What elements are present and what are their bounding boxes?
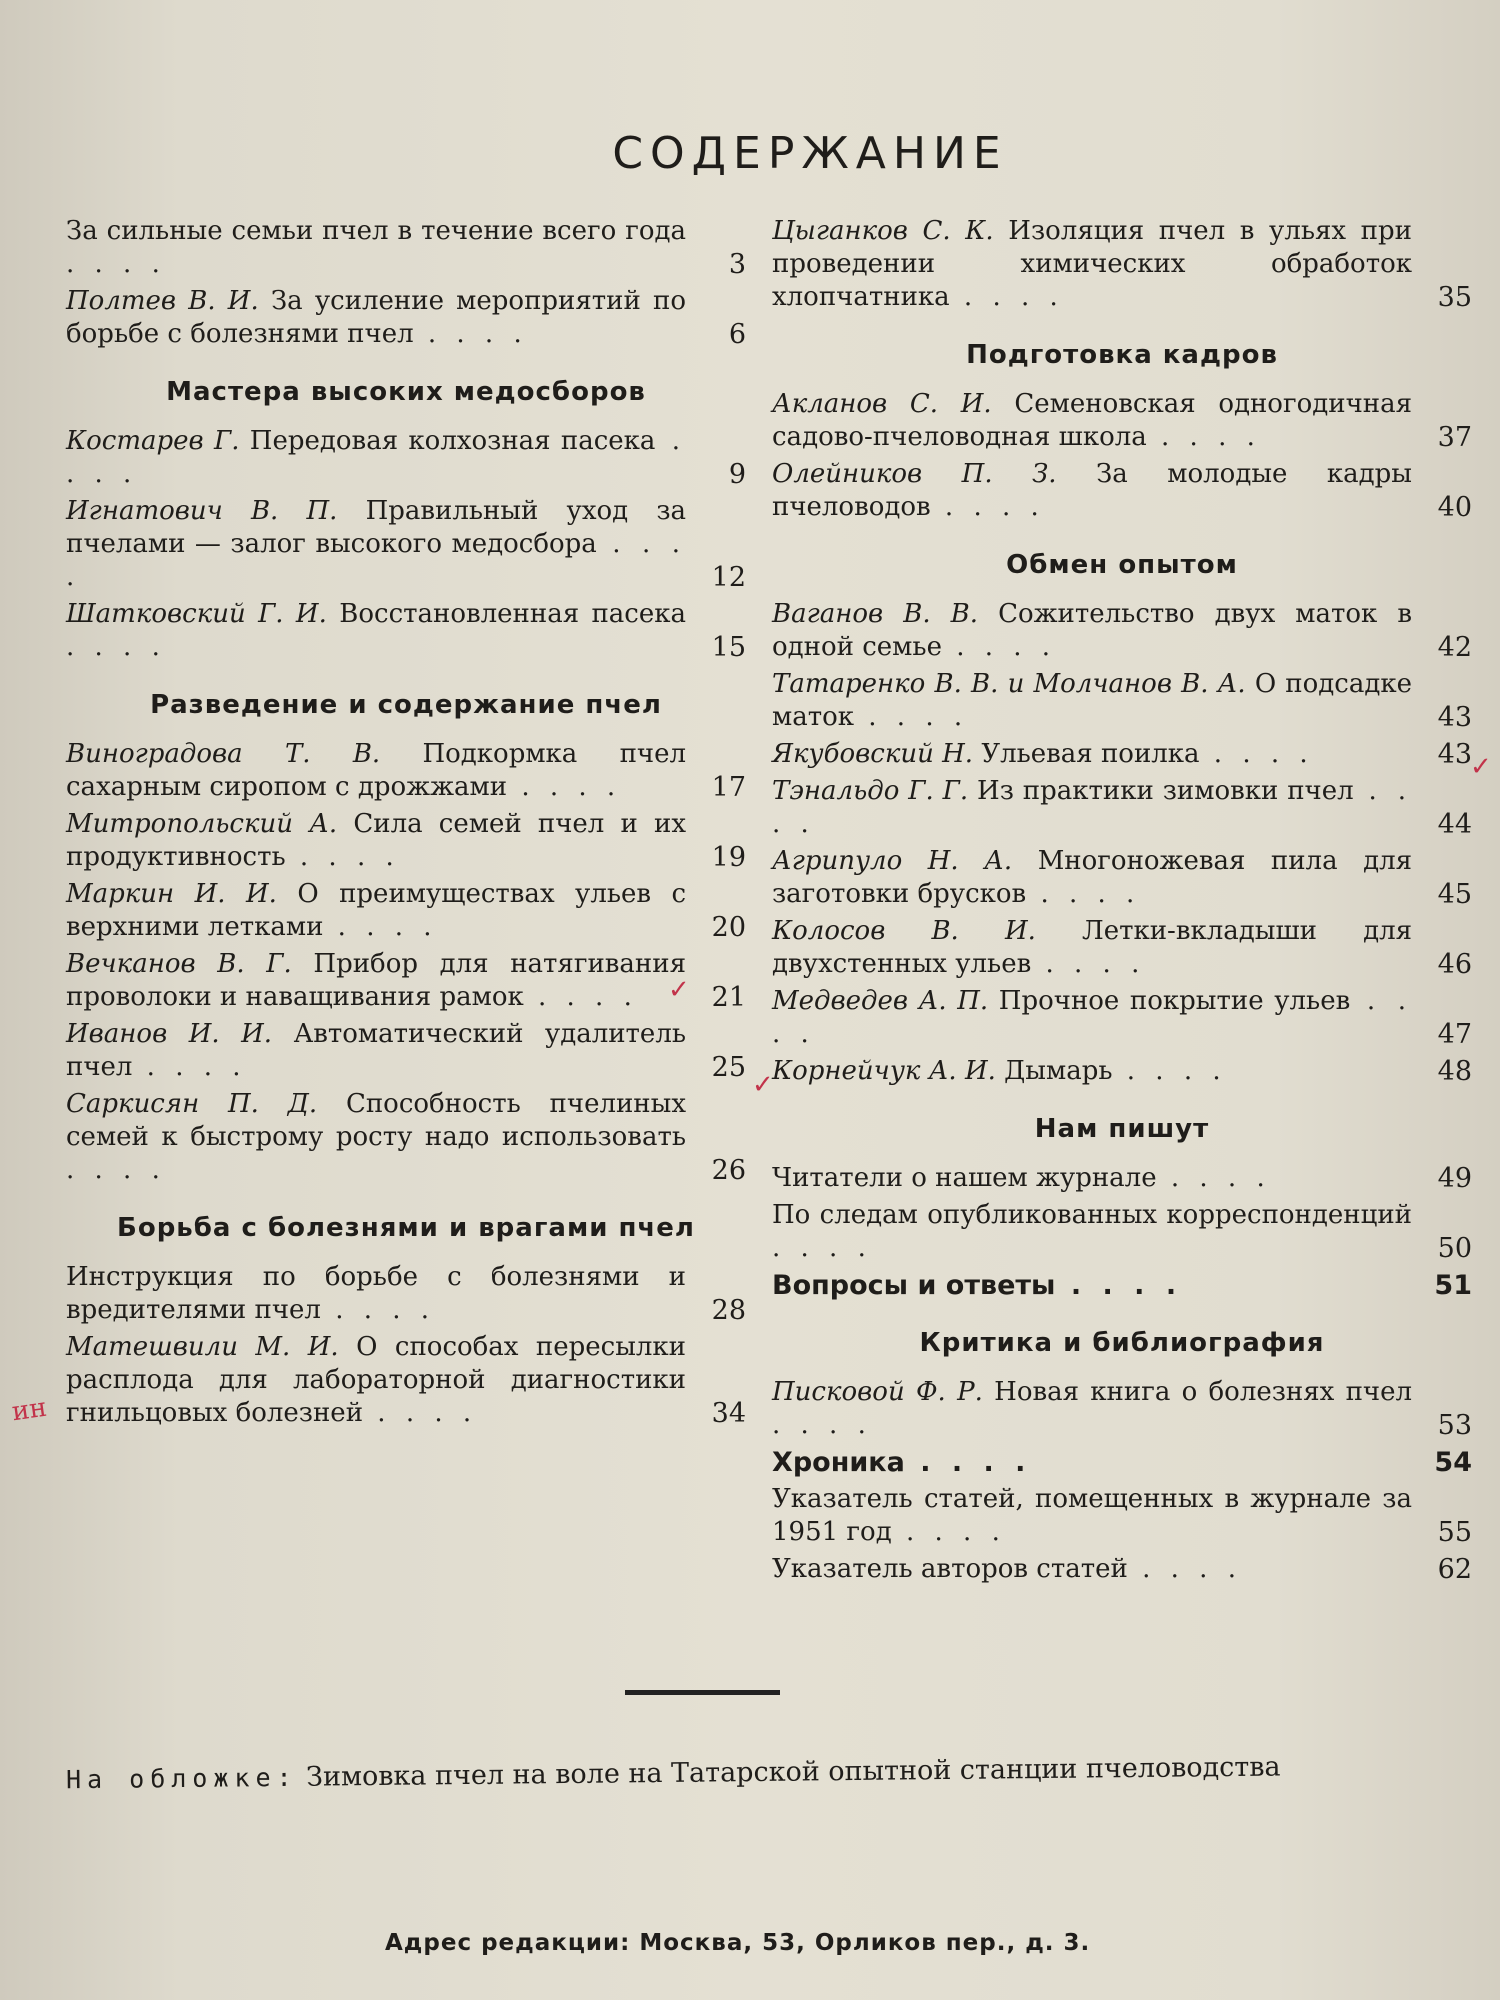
entry-author: Маркин И. И. — [66, 879, 277, 909]
leader-dots: . . . . — [507, 772, 622, 802]
leader-dots: . . . . — [941, 632, 1057, 662]
leader-dots: . . . . — [66, 249, 166, 279]
entry-title: Прочное покрытие ульев — [998, 986, 1351, 1016]
leader-dots: . . . . — [132, 1052, 247, 1082]
entry-author: Якубовский Н. — [772, 739, 974, 769]
toc-entry — [772, 1376, 1472, 1442]
entry-author: Колосов В. И. — [772, 916, 1036, 946]
entry-title: Прибор для натягивания проволоки и наващивания рамок — [66, 949, 686, 1012]
leader-dots: . . . . — [413, 319, 528, 349]
toc-entry — [772, 1162, 1472, 1195]
section-heading: Обмен опытом — [1006, 550, 1238, 580]
entry-author: Татаренко В. В. и Молчанов В. А. — [772, 669, 1246, 699]
entry-author: Игнатович В. П. — [66, 496, 338, 526]
leader-dots: . . . . — [772, 776, 1412, 839]
section-heading: Критика и библиография — [919, 1328, 1325, 1358]
toc-entry — [772, 1553, 1472, 1586]
entry-page-number: 46 — [1437, 949, 1472, 980]
leader-dots: . . . . — [1156, 1163, 1271, 1193]
entry-page-number: 25 — [711, 1052, 746, 1083]
toc-entry — [772, 598, 1472, 664]
toc-entry — [772, 1055, 1472, 1088]
left-column — [66, 215, 746, 1434]
leader-dots: . . . . — [523, 982, 638, 1012]
entry-title: Инструкция по борьбе с болезнями и вредителями пчел — [66, 1262, 686, 1325]
entry-page-number: 26 — [711, 1155, 746, 1186]
leader-dots: . . . . — [1031, 949, 1146, 979]
toc-entry — [66, 808, 746, 874]
entry-title: Подкормка пчел сахарным сиропом с дрожжами — [66, 739, 686, 802]
leader-dots: . . . . — [66, 1155, 166, 1185]
entry-title: Способность пчелиных семей к быстрому росту надо использовать — [66, 1089, 686, 1152]
entry-page-number: 53 — [1437, 1410, 1472, 1441]
entry-title: Читатели о нашем журнале — [772, 1163, 1157, 1193]
toc-entry — [66, 285, 746, 351]
entry-author: Саркисян П. Д. — [66, 1089, 318, 1119]
toc-entry — [66, 1261, 746, 1327]
leader-dots: . . . . — [363, 1398, 478, 1428]
leader-dots: . . . . — [1112, 1056, 1227, 1086]
entry-page-number: 17 — [711, 772, 746, 803]
toc-entry — [66, 425, 746, 491]
entry-title: Сожительство двух маток в одной семье — [772, 599, 1412, 662]
leader-dots: . . . . — [285, 842, 400, 872]
entry-title: За усиление мероприятий по борьбе с болезнями пчел — [66, 286, 686, 349]
entry-page-number: 55 — [1437, 1517, 1472, 1548]
entry-page-number: 28 — [711, 1295, 746, 1326]
leader-dots: . . . . — [904, 1447, 1032, 1478]
entry-title: Из практики зимовки пчел — [977, 776, 1354, 806]
entry-page-number: 54 — [1434, 1447, 1472, 1478]
entry-title: Восстановленная пасека — [339, 599, 686, 629]
entry-author: Вечканов В. Г. — [66, 949, 292, 979]
entry-author: Митропольский А. — [66, 809, 338, 839]
leader-dots: . . . . — [1127, 1554, 1242, 1584]
entry-author: Матешвили М. И. — [66, 1332, 339, 1362]
section-heading: Мастера высоких медосборов — [166, 377, 646, 407]
cover-caption — [66, 1750, 1446, 1795]
leader-dots: . . . . — [1026, 879, 1141, 909]
entry-author: Шатковский Г. И. — [66, 599, 327, 629]
entry-title: Указатель статей, помещенных в журнале за 1951 год — [772, 1484, 1412, 1547]
entry-page-number: 42 — [1437, 632, 1472, 663]
toc-entry — [66, 738, 746, 804]
leader-dots: . . . . — [1055, 1270, 1183, 1301]
entry-title: Изоляция пчел в ульях при проведении химических обработок хлопчатника — [772, 216, 1412, 312]
toc-entry — [66, 495, 746, 594]
right-column — [772, 215, 1472, 1590]
entry-author: Ваганов В. В. — [772, 599, 979, 629]
entry-title: По следам опубликованных корреспонденций — [772, 1200, 1412, 1230]
entry-title: За молодые кадры пчеловодов — [772, 459, 1412, 522]
toc-entry — [66, 598, 746, 664]
leader-dots: . . . . — [320, 1295, 436, 1325]
leader-dots: . . . . — [66, 426, 687, 489]
editorial-address: Адрес редакции: Москва, 53, Орликов пер., д. 3. — [385, 1930, 1091, 1956]
section-heading: Нам пишут — [1034, 1114, 1210, 1144]
entry-author: Цыганков С. К. — [772, 216, 994, 246]
toc-entry — [772, 388, 1472, 454]
page-title: СОДЕРЖАНИЕ — [612, 128, 1008, 179]
toc-entry — [66, 1088, 746, 1187]
entry-title: Сила семей пчел и их продуктивность — [66, 809, 686, 872]
entry-title: Хроника — [772, 1447, 905, 1478]
section-heading: Подготовка кадров — [966, 340, 1278, 370]
entry-page-number: 9 — [728, 459, 746, 490]
entry-title: Летки-вкладыши для двухстенных ульев — [772, 916, 1413, 979]
toc-entry — [66, 878, 746, 944]
leader-dots: . . . . — [891, 1517, 1006, 1547]
entry-title: Дымарь — [1004, 1056, 1113, 1086]
entry-author: Медведев А. П. — [772, 986, 989, 1016]
leader-dots: . . . . — [1146, 422, 1261, 452]
cover-text: Зимовка пчел на воле на Татарской опытной станции пчеловодства — [306, 1751, 1281, 1793]
leader-dots: . . . . — [772, 986, 1412, 1049]
entry-page-number: 49 — [1437, 1163, 1472, 1194]
entry-page-number: 35 — [1437, 282, 1472, 313]
toc-entry — [772, 845, 1472, 911]
toc-entry — [772, 775, 1472, 841]
leader-dots: . . . . — [66, 529, 686, 592]
entry-author: Виноградова Т. В. — [66, 739, 381, 769]
section-heading: Разведение и содержание пчел — [150, 690, 662, 720]
check-mark: ✓ — [668, 975, 690, 1005]
toc-entry — [772, 1269, 1472, 1302]
toc-entry — [772, 1199, 1472, 1265]
entry-page-number: 34 — [711, 1398, 746, 1429]
entry-title: О подсадке маток — [772, 669, 1413, 732]
entry-page-number: 3 — [728, 249, 746, 280]
toc-entry — [772, 738, 1472, 771]
toc-entry — [772, 985, 1472, 1051]
entry-author: Иванов И. И. — [66, 1019, 273, 1049]
leader-dots: . . . . — [930, 492, 1045, 522]
entry-page-number: 44 — [1437, 809, 1472, 840]
entry-title: Передовая колхозная пасека — [249, 426, 656, 456]
entry-page-number: 21 — [711, 982, 746, 1013]
toc-entry — [772, 458, 1472, 524]
toc-entry — [66, 215, 746, 281]
leader-dots: . . . . — [854, 702, 969, 732]
toc-entry — [772, 915, 1472, 981]
entry-title: Правильный уход за пчелами — залог высокого медосбора — [66, 496, 686, 559]
entry-page-number: 43 — [1437, 739, 1472, 770]
entry-page-number: 43 — [1437, 702, 1472, 733]
entry-author: Корнейчук А. И. — [772, 1056, 996, 1086]
check-mark: ✓ — [1470, 752, 1492, 782]
entry-author: Акланов С. И. — [772, 389, 992, 419]
entry-page-number: 20 — [711, 912, 746, 943]
entry-author: Костарев Г. — [66, 426, 240, 456]
leader-dots: . . . . — [1199, 739, 1314, 769]
entry-title: О преимуществах ульев с верхними летками — [66, 879, 687, 942]
handwritten-mark: ин — [10, 1392, 49, 1428]
entry-page-number: 47 — [1437, 1019, 1472, 1050]
toc-entry — [66, 948, 746, 1014]
entry-page-number: 15 — [711, 632, 746, 663]
leader-dots: . . . . — [323, 912, 438, 942]
entry-page-number: 48 — [1437, 1056, 1472, 1087]
entry-page-number: 40 — [1437, 492, 1472, 523]
toc-entry — [772, 1483, 1472, 1549]
leader-dots: . . . . — [66, 632, 166, 662]
entry-page-number: 6 — [728, 319, 746, 350]
entry-author: Олейников П. З. — [772, 459, 1057, 489]
entry-title: Новая книга о болезнях пчел — [994, 1377, 1413, 1407]
toc-entry — [66, 1018, 746, 1084]
toc-entry — [66, 1331, 746, 1430]
entry-title: Указатель авторов статей — [772, 1554, 1128, 1584]
entry-title: Автоматический удалитель пчел — [66, 1019, 686, 1082]
entry-title: Многоножевая пила для заготовки брусков — [772, 846, 1413, 909]
leader-dots: . . . . — [949, 282, 1064, 312]
entry-page-number: 51 — [1434, 1270, 1472, 1301]
entry-title: Ульевая поилка — [981, 739, 1200, 769]
entry-title: Вопросы и ответы — [772, 1270, 1056, 1301]
leader-dots: . . . . — [772, 1410, 872, 1440]
entry-author: Агрипуло Н. А. — [772, 846, 1013, 876]
entry-author: Полтев В. И. — [66, 286, 259, 316]
toc-entry — [772, 668, 1472, 734]
toc-entry — [772, 1446, 1472, 1479]
entry-title: Семеновская одногодичная садово-пчеловодная школа — [772, 389, 1412, 452]
section-heading: Борьба с болезнями и врагами пчел — [117, 1213, 695, 1243]
entry-page-number: 19 — [711, 842, 746, 873]
entry-title: За сильные семьи пчел в течение всего года — [66, 216, 686, 246]
leader-dots: . . . . — [772, 1233, 872, 1263]
entry-page-number: 62 — [1437, 1554, 1472, 1585]
entry-page-number: 50 — [1437, 1233, 1472, 1264]
toc-entry — [772, 215, 1472, 314]
entry-page-number: 12 — [711, 562, 746, 593]
divider-rule — [625, 1690, 780, 1695]
entry-author: Писковой Ф. Р. — [772, 1377, 983, 1407]
entry-page-number: 37 — [1437, 422, 1472, 453]
entry-title: О способах пересылки расплода для лабораторной диагностики гнильцовых болезней — [66, 1332, 687, 1428]
check-mark: ✓ — [752, 1070, 774, 1100]
entry-page-number: 45 — [1437, 879, 1472, 910]
cover-label: На обложке: — [65, 1762, 298, 1795]
entry-author: Тэнальдо Г. Г. — [772, 776, 969, 806]
